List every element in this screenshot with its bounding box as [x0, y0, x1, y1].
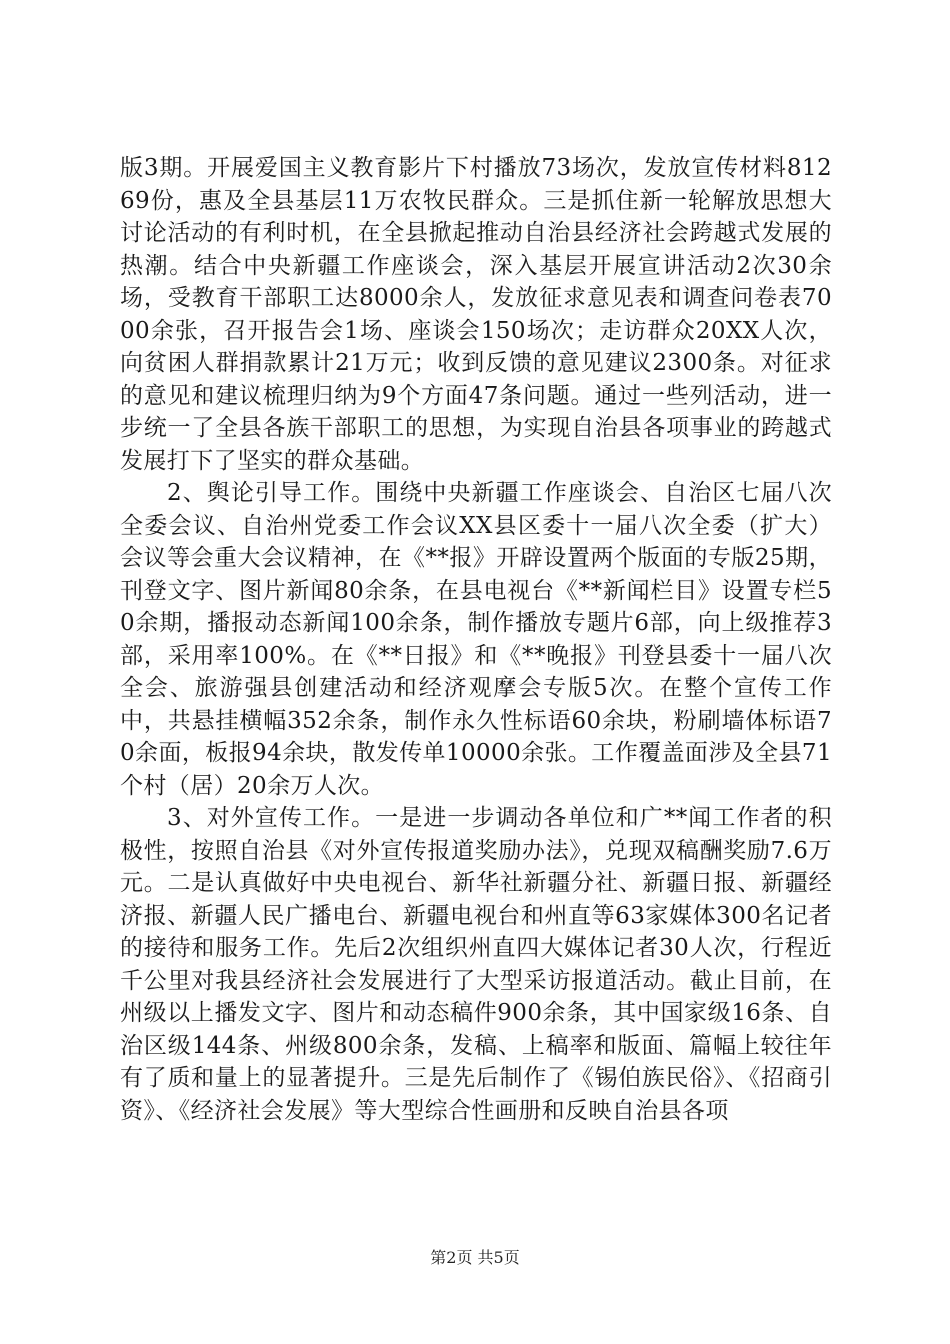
- document-body: [120, 152, 832, 1127]
- paragraph-continued: 版3期。开展爱国主义教育影片下村播放73场次，发放宣传材料81269份，惠及全县基层11万农牧民群众。三是抓住新一轮解放思想大讨论活动的有利时机，在全县掀起推动自治县经济社会跨越式发展的热潮。结合中央新疆工作座谈会，深入基层开展宣讲活动2次30余场，受教育干部职工达8000余人，发放征求意见表和调查问卷表7000余张，召开报告会1场、座谈会150场次；走访群众20XX人次，向贫困人群捐款累计21万元；收到反馈的意见建议2300条。对征求的意见和建议梳理归纳为9个方面47条问题。通过一些列活动，进一步统一了全县各族干部职工的思想，为实现自治县各项事业的跨越式发展打下了坚实的群众基础。: [120, 155, 832, 474]
- paragraph-external-publicity: 3、对外宣传工作。一是进一步调动各单位和广**闻工作者的积极性，按照自治县《对外宣传报道奖励办法》，兑现双稿酬奖励7.6万元。二是认真做好中央电视台、新华社新疆分社、新疆日报、新疆经济报、新疆人民广播电台、新疆电视台和州直等63家媒体300名记者的接待和服务工作。先后2次组织州直四大媒体记者30人次，行程近千公里对我县经济社会发展进行了大型采访报道活动。截止目前，在州级以上播发文字、图片和动态稿件900余条，其中国家级16条、自治区级144条、州级800余条，发稿、上稿率和版面、篇幅上较往年有了质和量上的显著提升。三是先后制作了《锡伯族民俗》、《招商引资》、《经济社会发展》等大型综合性画册和反映自治县各项: [120, 805, 832, 1124]
- page-number-footer: 第2页 共5页: [430, 1248, 520, 1267]
- paragraph-public-opinion: 2、舆论引导工作。围绕中央新疆工作座谈会、自治区七届八次全委会议、自治州党委工作会议XX县区委十一届八次全委（扩大）会议等会重大会议精神，在《**报》开辟设置两个版面的专版25期，刊登文字、图片新闻80余条，在县电视台《**新闻栏目》设置专栏50余期，播报动态新闻100余条，制作播放专题片6部，向上级推荐3部，采用率100%。在《**日报》和《**晚报》刊登县委十一届八次全会、旅游强县创建活动和经济观摩会专版5次。在整个宣传工作中，共悬挂横幅352余条，制作永久性标语60余块，粉刷墙体标语70余面，板报94余块，散发传单10000余张。工作覆盖面涉及全县71个村（居）20余万人次。: [120, 480, 832, 799]
